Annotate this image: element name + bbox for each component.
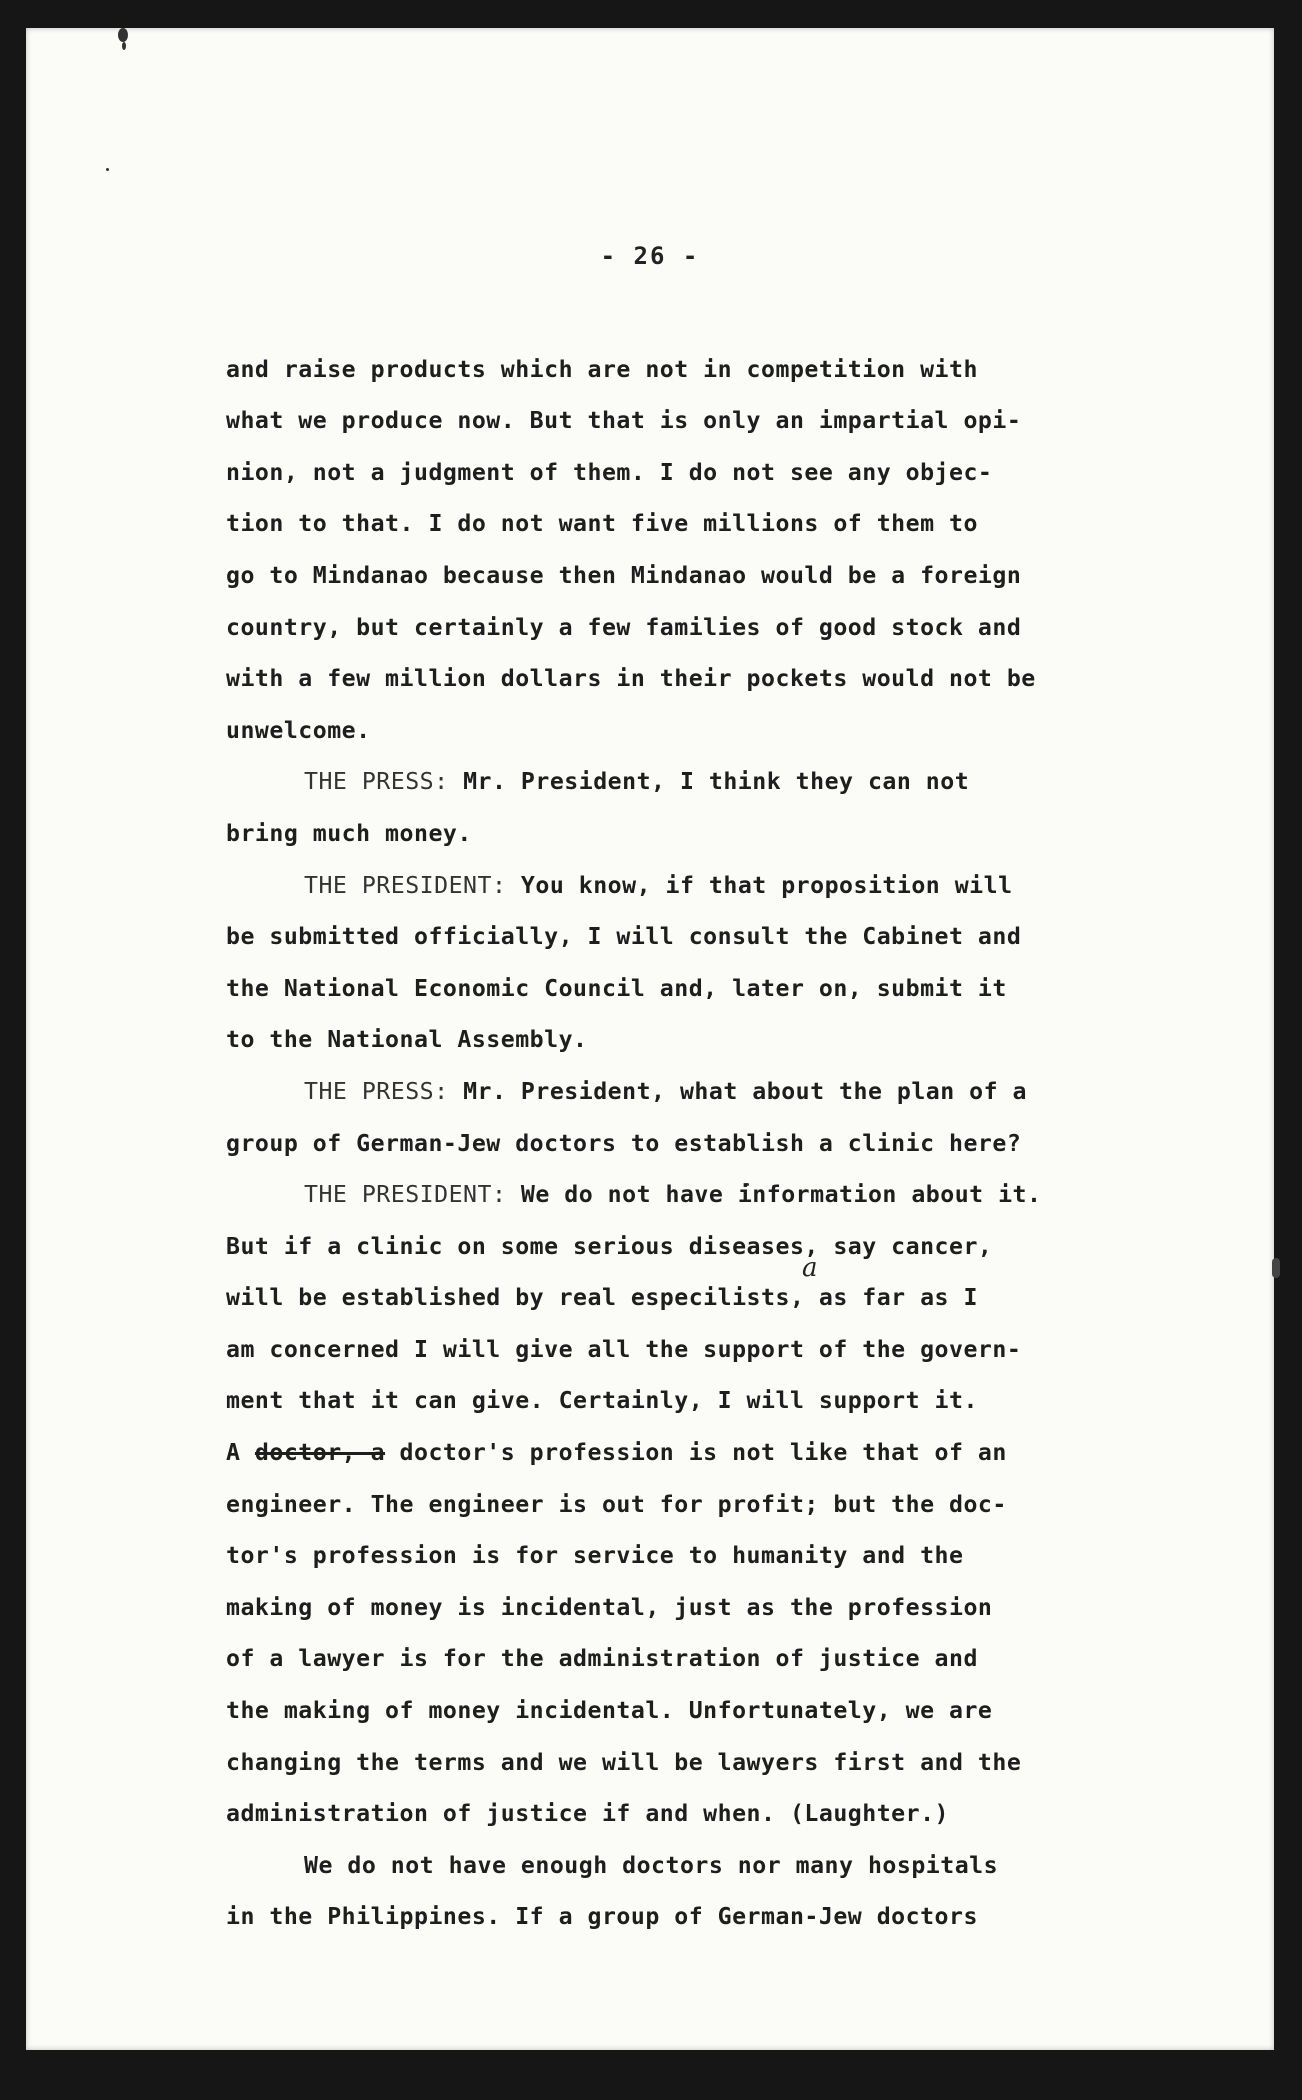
speaker-label: THE PRESIDENT:	[304, 1181, 507, 1209]
paragraph-text: Mr. President, what about the plan of a group of German-Jew doctors to establish a clinic here?	[226, 1077, 1028, 1157]
speaker-label: THE PRESS:	[304, 1077, 449, 1105]
handwritten-correction: a	[802, 1253, 818, 1283]
paragraph-text: Mr. President, I think they can not bring much money.	[226, 768, 970, 847]
paragraph-text: and raise products which are not in competition with what we produce now. But that is only an impartial opi- nion, not a judgment of them. I do not see any objec- tion to that. I do not want five millions of them to go to Mindanao because then Mindanao would be a foreign country, but certainly a few families of good stock and with a few million dollars in their pockets would not be unwelcome.	[226, 355, 1036, 744]
paragraph-press-question	[226, 1066, 1126, 1169]
page-number: - 26 -	[600, 242, 700, 270]
paragraph-text-continued: doctor's profession is not like that of an engineer. The engineer is out for profit; but the doc- tor's profession is for service to humanity and the making of money is incidental, just as the profession of a lawyer is for the administration of justice and the making of money incidental. Unfortunately, we are changing the terms and we will be lawyers first and the administration of justice if and when. (Laughter.)	[226, 1439, 1022, 1828]
struck-text: doctor, a	[254, 1439, 386, 1467]
transcript-body	[226, 292, 1126, 1943]
paragraph-text: We do not have enough doctors nor many hospitals in the Philippines. If a group of German-Jew doctors	[226, 1851, 999, 1931]
paragraph-text: You know, if that proposition will be submitted officially, I will consult the Cabinet and the National Economic Council and, later on, submit it to the National Assembly.	[226, 871, 1022, 1054]
paragraph-president-answer	[226, 860, 1126, 1066]
speaker-label: THE PRESS:	[304, 768, 449, 796]
paragraph-text: We do not have information about it. But if a clinic on some serious diseases, say cancer, will be established by real especilists, as far as I am concerned I will give all the support of the govern- ment that it can give. Certainly, I will support it. A	[226, 1181, 1042, 1467]
speaker-label: THE PRESIDENT:	[304, 871, 507, 899]
paragraph-continuation	[226, 1840, 1126, 1943]
paragraph-president-answer	[226, 1169, 1126, 1840]
paragraph-press-question	[226, 756, 1126, 859]
paragraph-continuation	[226, 292, 1126, 756]
scan-edge-mark	[1272, 1258, 1280, 1278]
